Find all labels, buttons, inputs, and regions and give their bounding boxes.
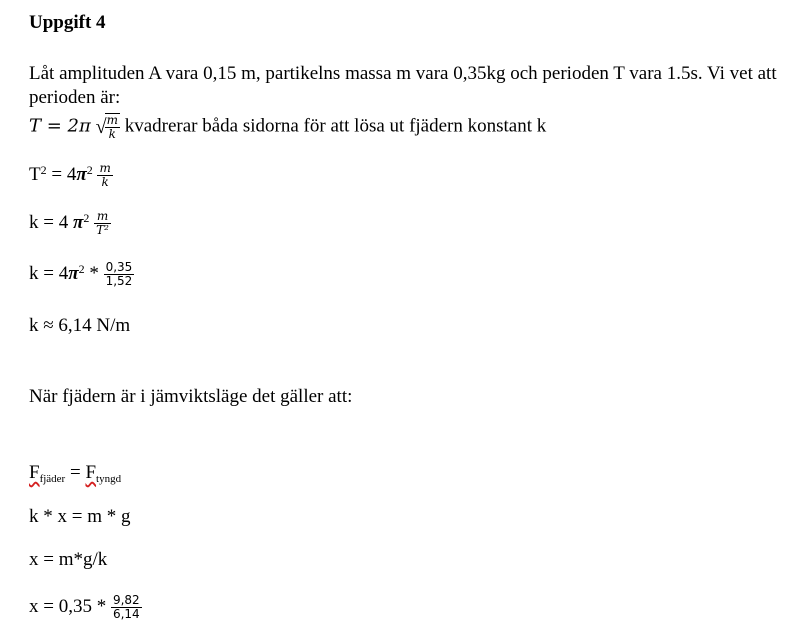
sqrt-radicand <box>105 113 120 141</box>
x-formula: x = m*g/k <box>29 549 108 570</box>
k-formula <box>29 210 111 237</box>
force-subscript-gravity: tyngd <box>96 473 122 485</box>
pi-exponent: 2 <box>78 261 85 276</box>
multiply-operator: * <box>84 262 104 284</box>
period-explanation: kvadrerar båda sidorna för att lösa ut fjädern konstant k <box>124 115 547 137</box>
m-over-k-fraction <box>105 114 120 141</box>
fraction-numerator: m <box>96 209 109 223</box>
task-title: Uppgift 4 <box>29 12 106 33</box>
equilibrium-text: När fjädern är i jämviktsläge det gäller att: <box>29 386 353 407</box>
eq2-exponent: 2 <box>40 162 47 177</box>
period-equation <box>29 113 546 141</box>
fraction-denominator: 1,52 <box>105 274 133 288</box>
pi-exponent: 2 <box>86 162 93 177</box>
force-symbol: F <box>29 462 40 483</box>
numeric-fraction <box>111 594 142 621</box>
m-over-t-squared-fraction <box>94 210 111 237</box>
pi-exponent: 2 <box>83 210 90 225</box>
fraction-numerator: 9,82 <box>112 593 140 607</box>
fraction-numerator: 0,35 <box>105 260 133 274</box>
gravity-force <box>85 462 121 483</box>
intro-paragraph: Låt amplituden A vara 0,15 m, partikelns massa m vara 0,35kg och perioden T vara 1.5s. Vi vet att perioden är: <box>29 63 777 108</box>
hooke-equation: k * x = m * g <box>29 506 131 527</box>
fraction-denominator: k <box>105 127 120 141</box>
sqrt-expression <box>96 113 120 141</box>
k-result: k ≈ 6,14 N/m <box>29 315 131 336</box>
eq3-lhs: k = 4 <box>29 211 73 233</box>
fraction-denominator: 6,14 <box>112 607 140 621</box>
sqrt-symbol: √ <box>95 116 107 138</box>
fraction-numerator: m <box>99 161 111 175</box>
spring-force <box>29 462 65 483</box>
fraction-numerator: m <box>106 113 118 127</box>
pi-symbol: π <box>68 262 79 284</box>
fraction-denominator: T² <box>96 223 109 237</box>
period-lhs: T = 2π <box>29 115 91 137</box>
x-substitution <box>29 594 142 621</box>
fraction-denominator: k <box>97 175 112 189</box>
numeric-fraction <box>104 261 135 288</box>
pi-symbol: π <box>76 163 87 185</box>
eq8-lhs: x = 0,35 * <box>29 595 111 617</box>
force-balance-equation <box>29 462 121 486</box>
m-over-k-fraction <box>97 162 112 189</box>
pi-symbol: π <box>72 211 84 233</box>
equals-sign: = <box>65 462 86 483</box>
k-substitution <box>29 261 134 288</box>
force-symbol: F <box>85 462 97 483</box>
squared-equation <box>29 162 113 189</box>
eq2-mid: = 4 <box>46 163 77 185</box>
eq2-lhs: T <box>29 163 41 185</box>
eq4-lhs: k = 4 <box>29 262 69 284</box>
force-subscript-spring: fjäder <box>39 473 66 485</box>
